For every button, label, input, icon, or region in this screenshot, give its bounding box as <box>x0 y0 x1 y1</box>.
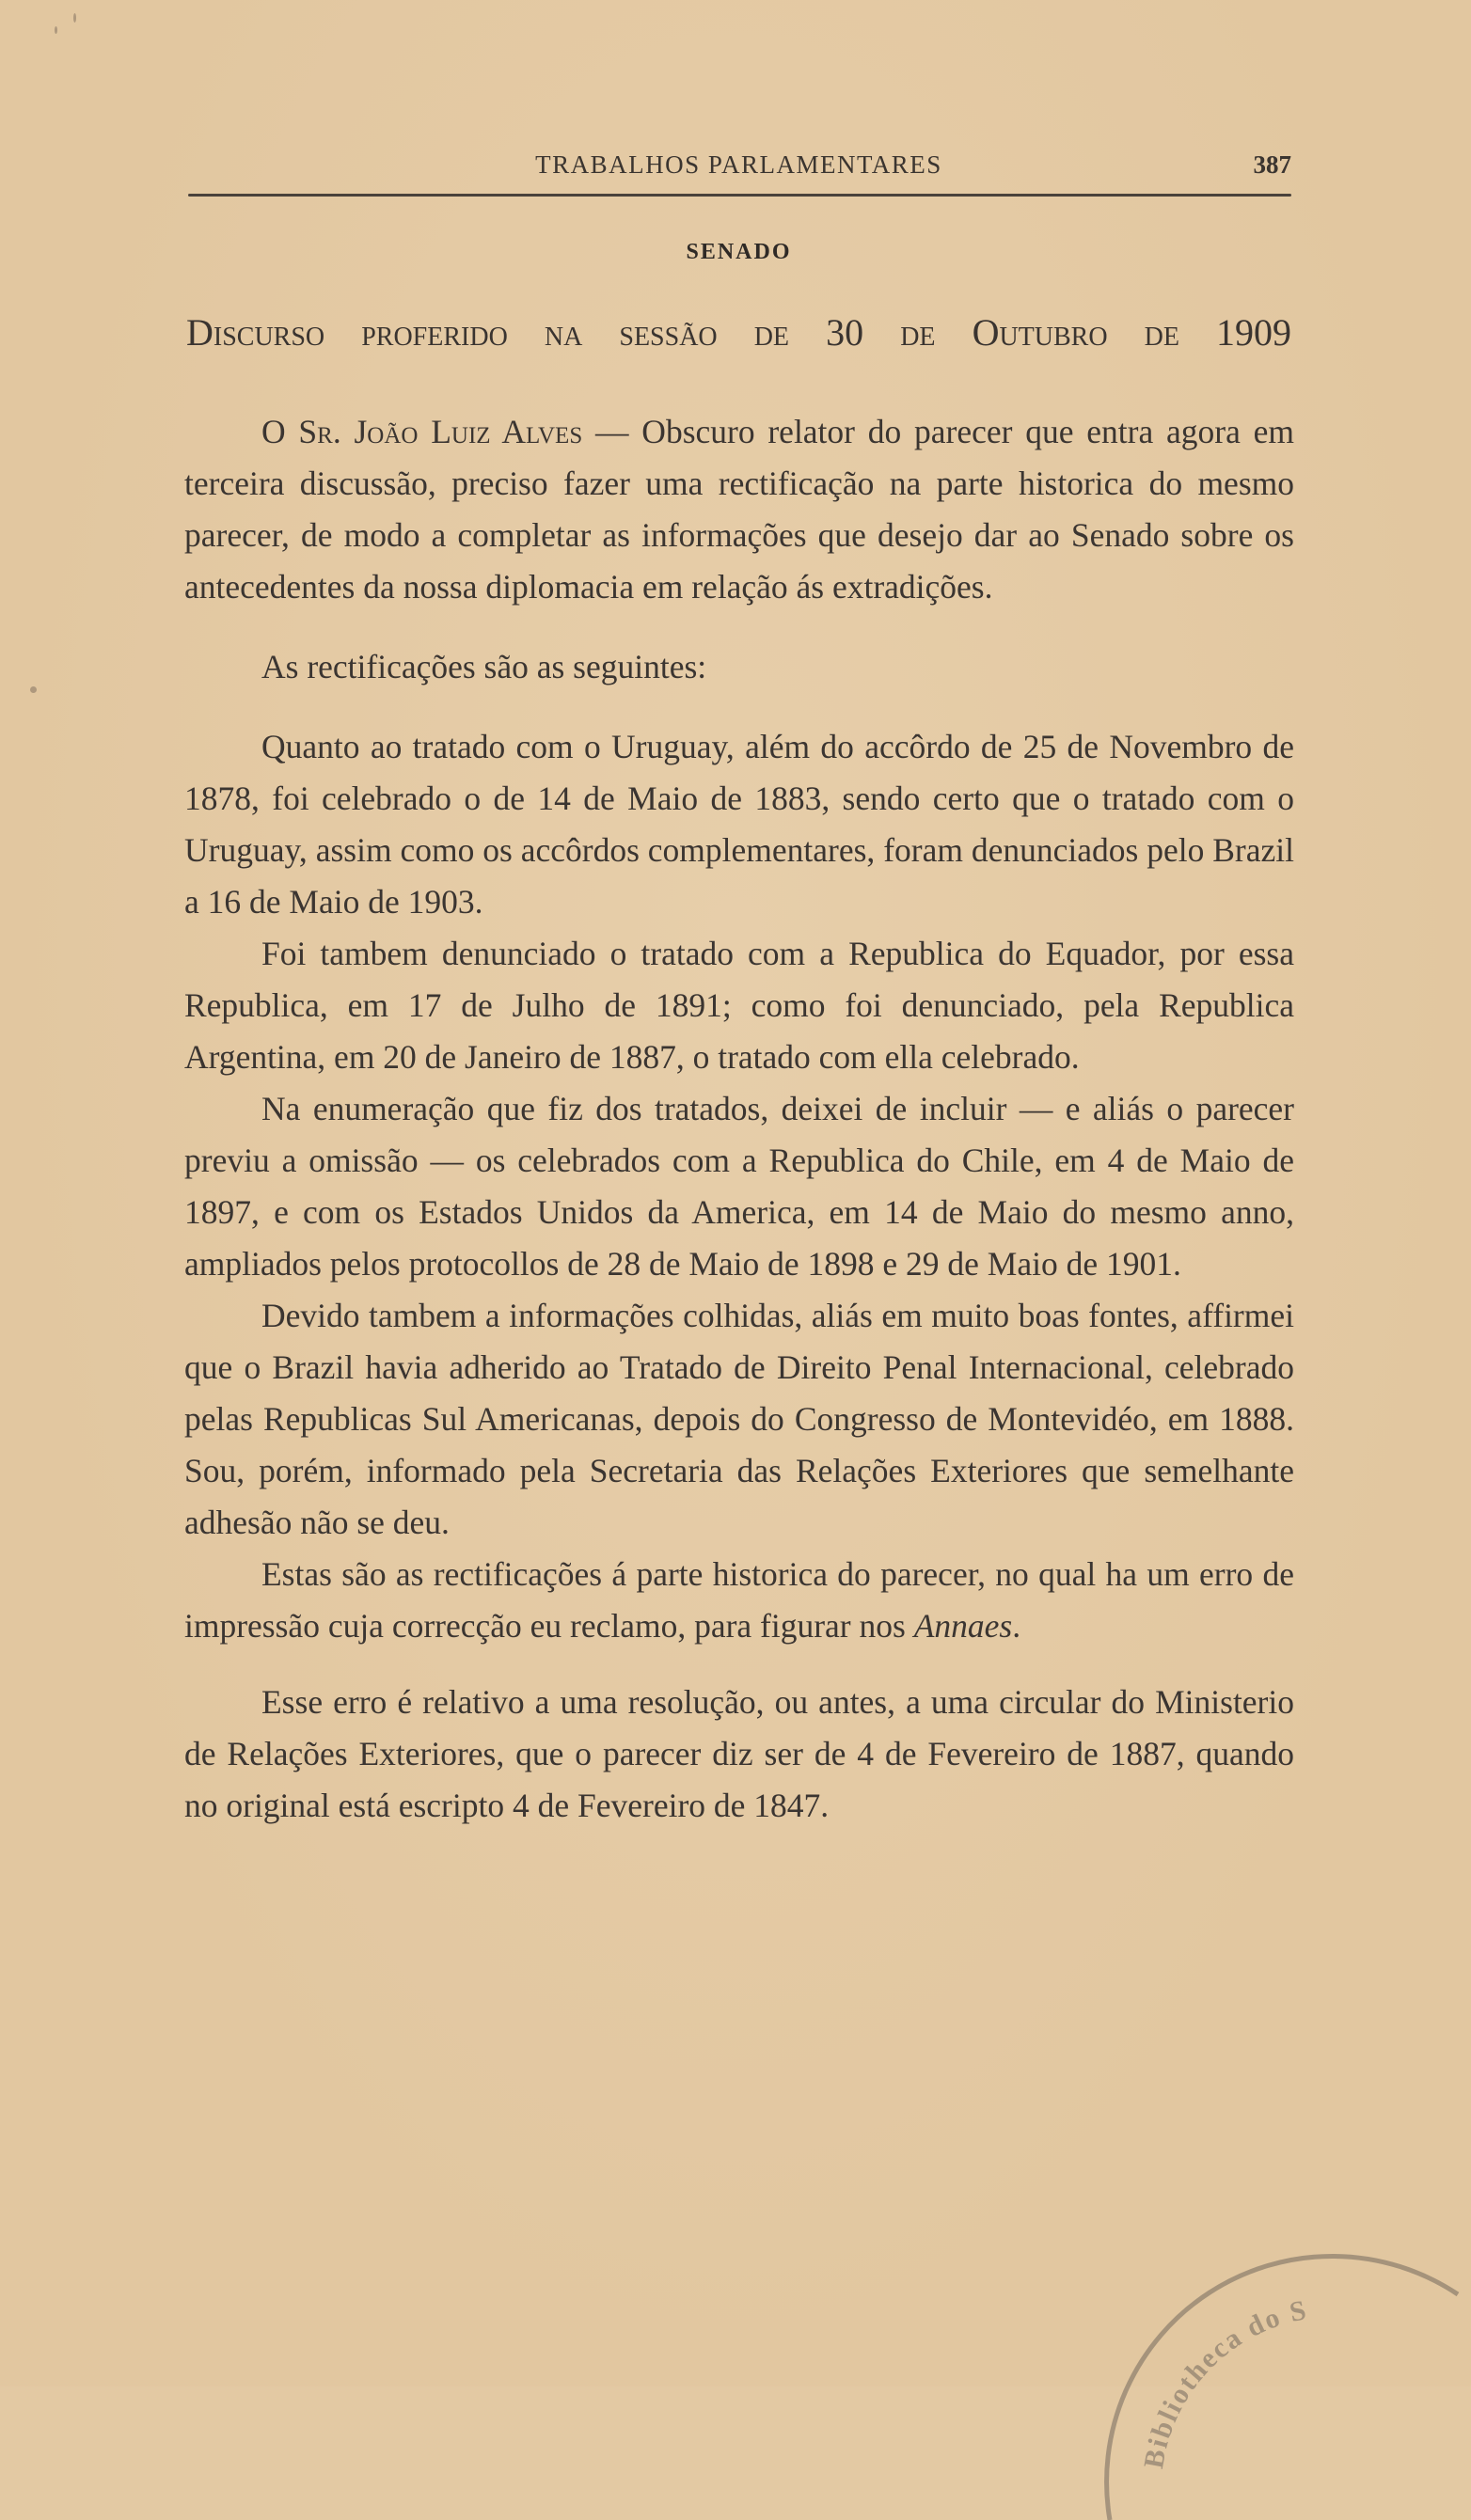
title-day: 30 <box>826 311 864 354</box>
paragraph: Na enumeração que fiz dos tratados, deixei de incluir — e aliás o parecer previu a omissão — os celebrados com a Republica do Chile, em 4 de Maio de 1897, e com os Estados Unidos da America, em 14 de Maio do mesmo anno, ampliados pelos protocollos de 28 de Maio de 1898 e 29 de Maio de 1901. <box>184 1090 1294 1283</box>
paragraph: Devido tambem a informações colhidas, aliás em muito boas fontes, affirmei que o Brazil havia adherido ao Tratado de Direito Penal Internacional, celebrado pelas Republicas Sul Americanas, depois do Congresso de Montevidéo, em 1888. Sou, porém, informado pela Secretaria das Relações Exteriores que semelhante adhesão não se deu. <box>184 1297 1294 1541</box>
paper-speck <box>73 13 76 23</box>
speech-body <box>184 406 1294 1832</box>
speech-title <box>186 310 1291 354</box>
library-stamp <box>1072 2219 1467 2520</box>
stamp-text-path: Bibliotheca do S <box>1138 2293 1311 2471</box>
paragraph <box>184 1549 1294 1652</box>
paper-speck <box>30 686 37 693</box>
running-head <box>186 150 1291 184</box>
stamp-ring <box>1107 2256 1458 2520</box>
section-heading: SENADO <box>686 240 792 264</box>
title-mid: de Outubro de <box>900 311 1179 354</box>
stamp-text <box>1138 2294 1310 2471</box>
paragraph: As rectificações são as seguintes: <box>261 648 707 685</box>
speaker-name: O Sr. João Luiz Alves <box>261 413 583 450</box>
running-title: TRABALHOS PARLAMENTARES <box>535 150 942 179</box>
paragraph-text: Estas são as rectificações á parte historica do parecer, no qual ha um erro de impressão cuja correcção eu reclamo, para figurar nos <box>184 1555 1294 1645</box>
italic-annaes: Annaes <box>913 1607 1013 1645</box>
title-prefix: Discurso proferido na sessão de <box>186 311 790 354</box>
paper-speck <box>55 26 57 34</box>
page-number: 387 <box>1253 150 1291 179</box>
paragraph-end: . <box>1012 1607 1021 1645</box>
paragraph: Esse erro é relativo a uma resolução, ou antes, a uma circular do Ministerio de Relações Exteriores, que o parecer diz ser de 4 de Fevereiro de 1887, quando no original está escripto 4 de Fevereiro de 1847. <box>184 1683 1294 1824</box>
paragraph <box>184 406 1294 613</box>
paragraph: Quanto ao tratado com o Uruguay, além do accôrdo de 25 de Novembro de 1878, foi celebrado o de 14 de Maio de 1883, sendo certo que o tratado com o Uruguay, assim como os accôrdos complementares, foram denunciados pelo Brazil a 16 de Maio de 1903. <box>184 728 1294 921</box>
header-rule <box>188 194 1291 197</box>
paragraph-text: — Obscuro relator do parecer que entra agora em terceira discussão, preciso fazer uma rectificação na parte historica do mesmo parecer, de modo a completar as informações que desejo dar ao Senado sobre os antecedentes da nossa diplomacia em relação ás extradições. <box>184 413 1294 606</box>
paragraph: Foi tambem denunciado o tratado com a Republica do Equador, por essa Republica, em 17 de Julho de 1891; como foi denunciado, pela Republica Argentina, em 20 de Janeiro de 1887, o tratado com ella celebrado. <box>184 935 1294 1076</box>
title-year: 1909 <box>1216 311 1292 354</box>
